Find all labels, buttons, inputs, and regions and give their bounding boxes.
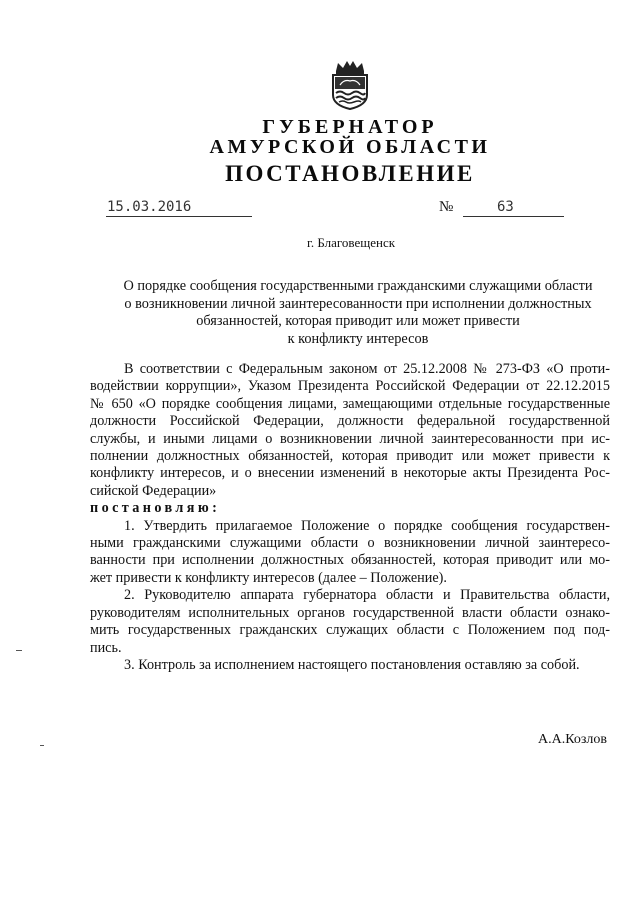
header-region: АМУРСКОЙ ОБЛАСТИ bbox=[209, 136, 491, 158]
item-1-line: ными гражданскими служащими области о возникновении личной заинтересо- bbox=[90, 535, 610, 552]
header-governor: ГУБЕРНАТОР bbox=[262, 116, 438, 138]
document-body bbox=[90, 361, 610, 674]
document-date: 15.03.2016 bbox=[107, 199, 192, 215]
item-2-line: мить государственных гражданских служащих области с Положением под под- bbox=[90, 622, 610, 639]
title-line: о возникновении личной заинтересованности при исполнении должностных bbox=[124, 295, 592, 312]
preamble-line: службы, и иными лицами о возникновении личной заинтересованности при ис- bbox=[90, 430, 610, 447]
preamble-line: сийской Федерации» bbox=[90, 482, 217, 499]
item-2-line: руководителям исполнительных органов государственной власти области ознако- bbox=[90, 604, 610, 621]
number-underline bbox=[463, 216, 564, 217]
number-label: № bbox=[439, 199, 454, 215]
city-name: г. Благовещенск bbox=[307, 235, 396, 250]
item-1-line: жет привести к конфликту интересов (далее – Положение). bbox=[90, 569, 447, 586]
preamble-line: № 650 «О порядке сообщения лицами, замещающими отдельные государственные bbox=[90, 395, 610, 412]
preamble-line: конфликту интересов, и о внесении изменений в некоторые акты Президента Рос- bbox=[90, 465, 610, 482]
item-1-line: ванности при исполнении должностных обязанностей, которая приводит или мо- bbox=[90, 552, 610, 569]
resolution-keyword: постановляю: bbox=[90, 500, 221, 517]
document-type-title: ПОСТАНОВЛЕНИЕ bbox=[225, 161, 475, 186]
preamble-line: водействии коррупции», Указом Президента Российской Федерации от 22.12.2015 bbox=[90, 378, 610, 395]
item-1-line: 1. Утвердить прилагаемое Положение о порядке сообщения государствен- bbox=[124, 517, 610, 534]
item-2-line: 2. Руководителю аппарата губернатора области и Правительства области, bbox=[124, 587, 610, 604]
title-line: обязанностей, которая приводит или может привести bbox=[196, 313, 520, 329]
preamble-line: должности Российской Федерации, должности федеральной государственной bbox=[90, 413, 610, 430]
title-line: к конфликту интересов bbox=[287, 330, 429, 347]
date-underline bbox=[106, 216, 252, 217]
document-number: 63 bbox=[497, 199, 514, 215]
scan-speck bbox=[16, 650, 22, 651]
scan-speck bbox=[40, 745, 44, 746]
coat-of-arms-emblem bbox=[328, 59, 372, 111]
title-line: О порядке сообщения государственными гражданскими служащими области bbox=[123, 278, 593, 294]
item-2-line: пись. bbox=[90, 639, 122, 656]
document-title bbox=[104, 278, 612, 348]
signature-name: А.А.Козлов bbox=[538, 732, 607, 747]
preamble-line: полнении должностных обязанностей, которая приводит или может привести к bbox=[90, 448, 610, 465]
preamble-line: В соответствии с Федеральным законом от 25.12.2008 № 273-ФЗ «О проти- bbox=[124, 361, 610, 377]
item-3-line: 3. Контроль за исполнением настоящего постановления оставляю за собой. bbox=[124, 656, 580, 673]
